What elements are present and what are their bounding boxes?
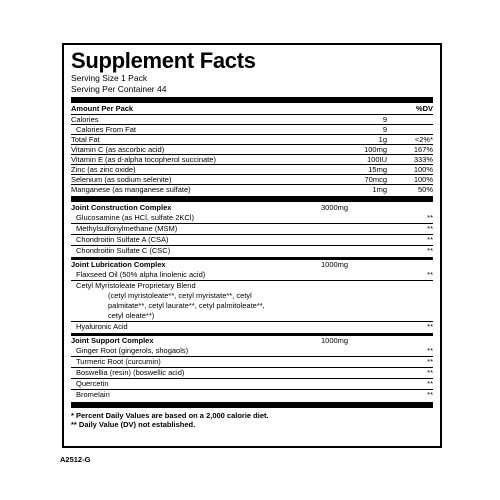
product-code: A2512-G xyxy=(60,455,91,464)
ingredient-row: Methylsulfonylmethane (MSM) ** xyxy=(71,224,433,235)
ingredient-row: Ginger Root (gingerols, shogaols) ** xyxy=(71,346,433,357)
nutrient-row: Vitamin C (as ascorbic acid) 100mg 167% xyxy=(71,145,433,154)
ingredient-row: Flaxseed Oil (50% alpha linolenic acid) ** xyxy=(71,270,433,281)
ingredient-row: Turmeric Root (curcumin) ** xyxy=(71,357,433,368)
blend-detail: cetyl oleate**) xyxy=(108,311,155,320)
nutrient-row: Zinc (as zinc oxide) 15mg 100% xyxy=(71,165,433,174)
amount-header: Amount Per Pack xyxy=(71,104,134,113)
footnote-dv: * Percent Daily Values are based on a 2,000 calorie diet. xyxy=(71,411,269,420)
dv-header: %DV xyxy=(415,104,433,113)
nutrient-row: Manganese (as manganese sulfate) 1mg 50% xyxy=(71,185,433,194)
joint-construction-header: Joint Construction Complex 3000mg xyxy=(71,203,349,212)
joint-support-header: Joint Support Complex 1000mg xyxy=(71,336,349,345)
ingredient-row: Chondroitin Sulfate A (CSA) ** xyxy=(71,235,433,246)
nutrient-row: Vitamin E (as d-alpha tocopherol succinate) 100IU 333% xyxy=(71,155,433,164)
joint-lubrication-header: Joint Lubrication Complex 1000mg xyxy=(71,260,349,269)
blend-detail: palmitate**, cetyl laurate**, cetyl palmitoleate**, xyxy=(108,301,265,310)
blend-detail: (cetyl myristoleate**, cetyl myristate**, cetyl xyxy=(108,291,252,300)
panel-title: Supplement Facts xyxy=(71,48,256,73)
thick-divider xyxy=(71,97,433,103)
ingredient-row: Bromelain ** xyxy=(76,390,433,399)
nutrient-row: Selenium (as sodium selenite) 70mcg 100% xyxy=(71,175,433,184)
ingredient-row: Chondroitin Sulfate C (CSC) ** xyxy=(76,246,433,255)
ingredient-row: Cetyl Myristoleate Proprietary Blend xyxy=(76,281,196,290)
column-header xyxy=(71,104,433,115)
supplement-facts-panel xyxy=(62,43,442,448)
ingredient-row: Boswellia (resin) (boswellic acid) ** xyxy=(71,368,433,379)
ingredient-row: Hyaluronic Acid ** xyxy=(76,322,433,331)
thick-divider xyxy=(71,196,433,202)
servings-per-container: Serving Per Container 44 xyxy=(71,84,167,94)
ingredient-row: Glucosamine (as HCl, sulfate 2KCl) ** xyxy=(71,213,433,224)
nutrient-row: Calories 9 xyxy=(71,115,433,125)
footnote-not-established: ** Daily Value (DV) not established. xyxy=(71,420,196,429)
nutrient-row: Total Fat 1g <2%* xyxy=(71,135,433,144)
thick-divider xyxy=(71,402,433,408)
serving-size: Serving Size 1 Pack xyxy=(71,73,148,83)
ingredient-row: Quercetin ** xyxy=(71,379,433,390)
nutrient-row: Calories From Fat 9 xyxy=(71,125,433,135)
